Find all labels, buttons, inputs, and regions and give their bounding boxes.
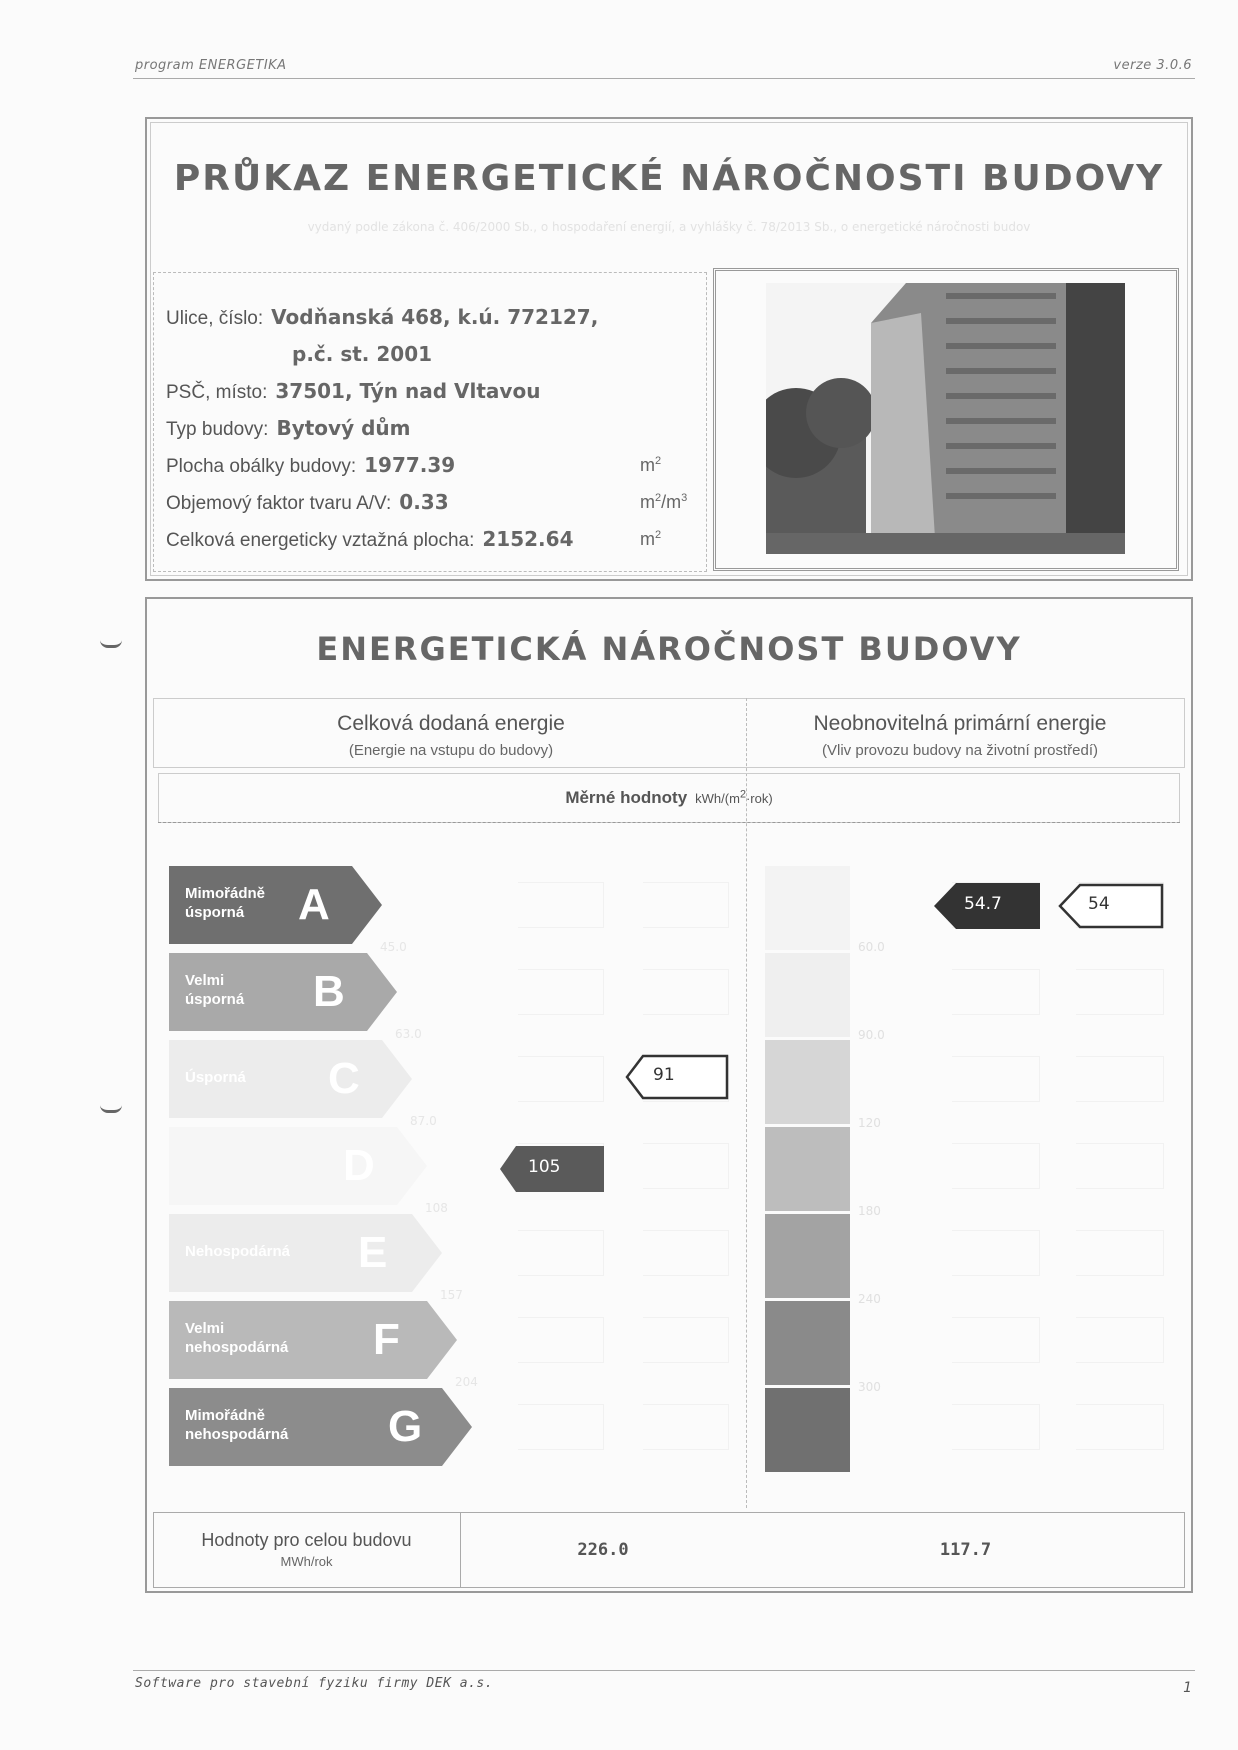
envelope-unit: $m^2$: [640, 455, 662, 475]
empty-marker-slot: [518, 969, 604, 1015]
col1-threshold-label: 63.0: [395, 1027, 422, 1041]
totals-col2-value: 117.7: [939, 1540, 992, 1560]
col1-threshold-label: 87.0: [410, 1114, 437, 1128]
certificate-title: PRŮKAZ ENERGETICKÉ NÁROČNOSTI BUDOVY: [173, 158, 1165, 199]
empty-marker-slot: [1076, 1317, 1164, 1363]
energy-class-name: Velmi úsporná: [185, 972, 245, 1008]
empty-marker-slot: [643, 969, 729, 1015]
energy-class-f: [169, 1301, 457, 1379]
col2-threshold-label: 120: [858, 1116, 881, 1130]
volume-label: Objemový faktor tvaru A/V:: [166, 493, 392, 514]
empty-marker-slot: [1076, 969, 1164, 1015]
building-photo: [766, 283, 1125, 554]
scale-segment: [765, 1214, 850, 1298]
area-unit: $m^2$: [640, 529, 662, 549]
street-value: Vodňanská 468, k.ú. 772127,: [271, 305, 599, 329]
col2-building-value: 54.7: [964, 894, 1002, 914]
psc-row: [166, 379, 540, 404]
empty-marker-slot: [952, 1230, 1040, 1276]
type-row: [166, 416, 410, 441]
energy-class-letter: D: [343, 1141, 375, 1190]
scale-segment: [765, 1040, 850, 1124]
col2-title: Neobnovitelná primární energie: [813, 712, 1107, 735]
specific-values-header: [158, 788, 1180, 808]
col2-building-marker: [934, 883, 1040, 929]
binder-hole: [100, 640, 122, 648]
empty-marker-slot: [1076, 1404, 1164, 1450]
empty-marker-slot: [952, 1056, 1040, 1102]
totals-label: Hodnoty pro celou budovu: [201, 1530, 412, 1550]
envelope-label: Plocha obálky budovy:: [166, 456, 357, 477]
empty-marker-slot: [952, 969, 1040, 1015]
col2-threshold-label: 180: [858, 1204, 881, 1218]
col2-reference-marker: [1058, 883, 1164, 929]
empty-marker-slot: [952, 1404, 1040, 1450]
col1-title: Celková dodaná energie: [337, 712, 565, 735]
street-label: Ulice, číslo:: [166, 308, 264, 329]
specific-label: Měrné hodnoty: [565, 788, 688, 807]
energy-class-c: [169, 1040, 412, 1118]
empty-marker-slot: [518, 1056, 604, 1102]
area-value: 2152.64: [482, 527, 574, 551]
energy-class-letter: F: [373, 1315, 400, 1364]
psc-label: PSČ, místo:: [166, 382, 268, 403]
area-label: Celková energeticky vztažná plocha:: [166, 530, 475, 551]
col1-reference-value: 91: [653, 1065, 675, 1085]
energy-class-a: [169, 866, 382, 944]
program-name: program ENERGETIKA: [135, 58, 287, 73]
volume-row: [166, 490, 449, 515]
empty-marker-slot: [643, 1143, 729, 1189]
col1-threshold-label: 45.0: [380, 940, 407, 954]
energy-class-name: Mimořádně nehospodárná: [185, 1407, 289, 1443]
psc-value: 37501, Týn nad Vltavou: [275, 379, 541, 403]
empty-marker-slot: [518, 882, 604, 928]
certificate-subtitle: vydaný podle zákona č. 406/2000 Sb., o hospodaření energií, a vyhlášky č. 78/2013 Sb., o energetické náročnosti budov: [307, 220, 1031, 234]
energy-class-letter: G: [388, 1402, 423, 1451]
dashed-divider: [158, 822, 1180, 823]
empty-marker-slot: [1076, 1230, 1164, 1276]
empty-marker-slot: [518, 1317, 604, 1363]
header-divider: [133, 78, 1195, 79]
empty-marker-slot: [1076, 1056, 1164, 1102]
totals-unit: MWh/rok: [280, 1554, 333, 1569]
empty-marker-slot: [643, 1230, 729, 1276]
energy-class-name: Mimořádně úsporná: [185, 885, 266, 921]
area-row: [166, 527, 573, 552]
energy-class-arrow: [169, 1127, 427, 1205]
col1-building-marker: [500, 1146, 604, 1192]
page-number: 1: [1183, 1680, 1192, 1696]
type-label: Typ budovy:: [166, 419, 269, 440]
scale-segment: [765, 1301, 850, 1385]
col2-threshold-label: 240: [858, 1292, 881, 1306]
binder-hole: [100, 1105, 122, 1113]
energy-class-e: [169, 1214, 442, 1292]
col2-threshold-label: 90.0: [858, 1028, 885, 1042]
energy-class-d: [169, 1127, 427, 1205]
col2-threshold-label: 300: [858, 1380, 881, 1394]
col1-reference-marker: [625, 1054, 729, 1100]
envelope-row: [166, 453, 455, 478]
street-row-2: [292, 342, 432, 366]
energy-class-letter: E: [358, 1228, 388, 1277]
energy-class-name: Úsporná: [185, 1069, 246, 1086]
empty-marker-slot: [518, 1230, 604, 1276]
col1-building-value: 105: [528, 1157, 561, 1177]
empty-marker-slot: [643, 1404, 729, 1450]
scale-segment: [765, 866, 850, 950]
empty-marker-slot: [643, 882, 729, 928]
scale-segment: [765, 1127, 850, 1211]
col2-reference-value: 54: [1088, 894, 1110, 914]
energy-class-letter: B: [313, 967, 345, 1016]
totals-col1-value: 226.0: [577, 1540, 629, 1560]
energy-class-name: Nehospodárná: [185, 1243, 291, 1260]
col2-subtitle: (Vliv provozu budovy na životní prostředí): [822, 742, 1098, 759]
empty-marker-slot: [643, 1317, 729, 1363]
col1-subtitle: (Energie na vstupu do budovy): [348, 742, 554, 759]
col1-threshold-label: 204: [455, 1375, 478, 1389]
col1-threshold-label: 108: [425, 1201, 448, 1215]
footer-software: Software pro stavební fyziku firmy DEK a.s.: [135, 1676, 494, 1691]
empty-marker-slot: [952, 1143, 1040, 1189]
specific-unit: kWh/$(m^2\cdot rok)$: [695, 788, 773, 806]
rating-title: ENERGETICKÁ NÁROČNOST BUDOVY: [316, 630, 1022, 668]
energy-class-g: [169, 1388, 472, 1466]
street-value-2: p.č. st. 2001: [292, 342, 433, 366]
energy-class-letter: C: [328, 1054, 360, 1103]
energy-class-b: [169, 953, 397, 1031]
energy-class-letter: A: [298, 880, 330, 929]
energy-class-name: Velmi nehospodárná: [185, 1320, 289, 1356]
volume-unit: $m^2/m^3$: [640, 492, 688, 512]
empty-marker-slot: [518, 1404, 604, 1450]
street-row: [166, 305, 598, 330]
volume-value: 0.33: [399, 490, 449, 514]
program-version: verze 3.0.6: [1113, 58, 1192, 73]
col2-threshold-label: 60.0: [858, 940, 885, 954]
col1-threshold-label: 157: [440, 1288, 463, 1302]
footer-divider: [133, 1670, 1195, 1671]
scale-segment: [765, 953, 850, 1037]
empty-marker-slot: [1076, 1143, 1164, 1189]
scale-segment: [765, 1388, 850, 1472]
empty-marker-slot: [952, 1317, 1040, 1363]
type-value: Bytový dům: [276, 416, 411, 440]
envelope-value: 1977.39: [364, 453, 456, 477]
